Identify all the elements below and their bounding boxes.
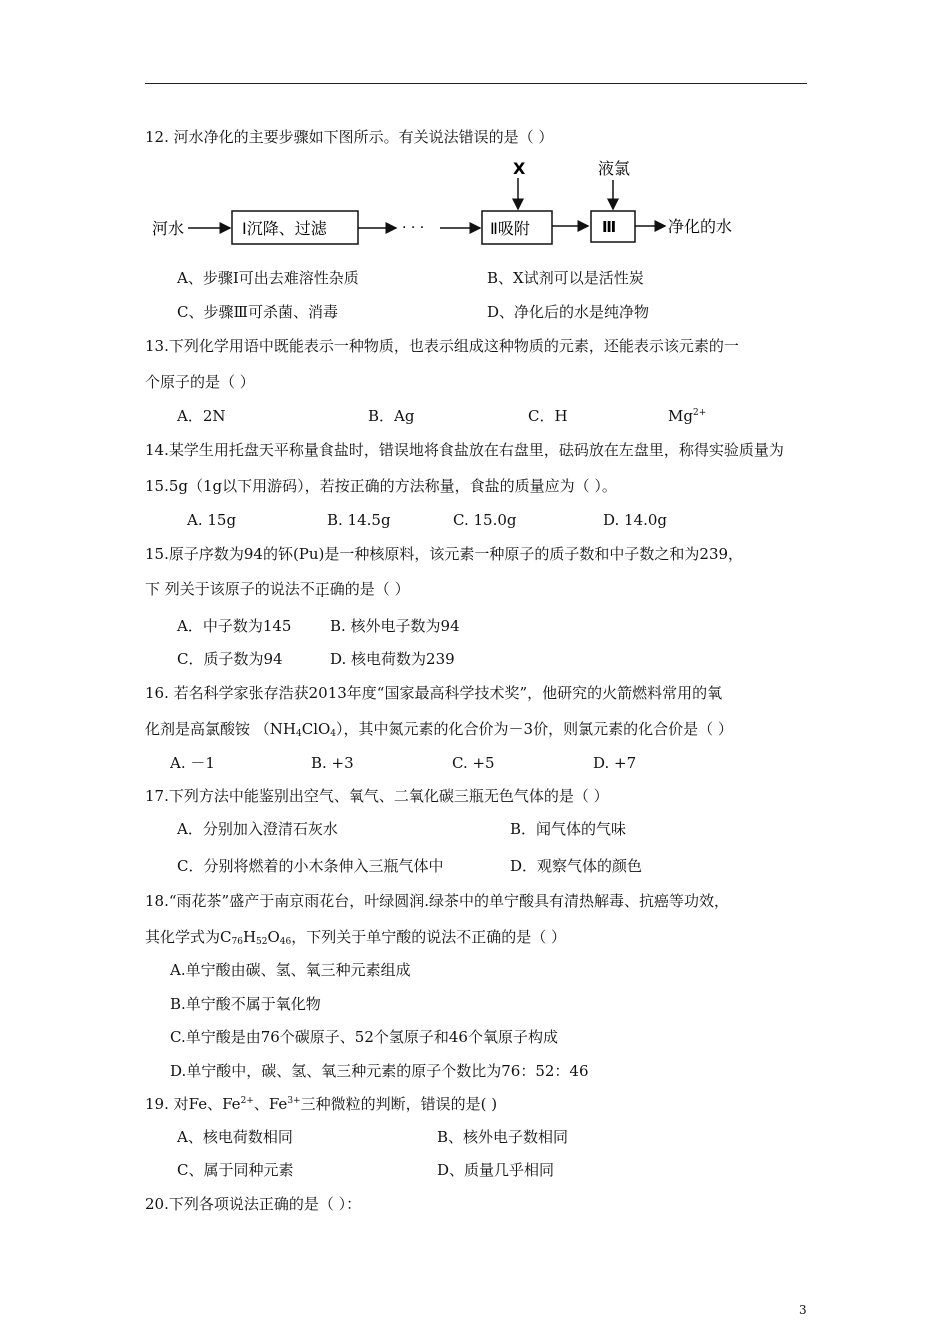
q17-option-b: B．闻气体的气味 [510, 820, 627, 838]
q17-stem: 17.下列方法中能鉴别出空气、氧气、二氧化碳三瓶无色气体的是（ ） [145, 787, 609, 805]
q19-option-c: C、属于同种元素 [177, 1161, 294, 1179]
q15-option-a: A．中子数为145 [177, 617, 292, 635]
q19-option-a: A、核电荷数相同 [177, 1128, 293, 1146]
q14-option-a: A. 15g [187, 511, 237, 529]
step3-label: Ⅲ [602, 218, 617, 236]
q14-line1: 14.某学生用托盘天平称量食盐时，错误地将食盐放在右盘里，砝码放在左盘里，称得实验质量为 [145, 441, 784, 459]
q16-line2: 化剂是高氯酸铵 $(NH_4ClO_4)$，其中氮元素的化合价为－3价，则氯元素的化合价是（ ） [145, 720, 733, 739]
q18-line2: 其化学式为$C_{76}H_{52}O_{46}$，下列关于单宁酸的说法不正确的是（ ） [145, 928, 567, 947]
reagent-x-label: X [513, 159, 526, 178]
water-purification-diagram [150, 150, 790, 250]
q15-line1: 15.原子序数为94的钚(Pu)是一种核原料，该元素一种原子的质子数和中子数之和为239， [145, 545, 744, 563]
q12-option-b: B、X试剂可以是活性炭 [487, 269, 644, 287]
q16-line1: 16. 若名科学家张存浩获2013年度“国家最高科学技术奖”，他研究的火箭燃料常用的氧 [145, 684, 723, 702]
q18-option-b: B.单宁酸不属于氧化物 [170, 995, 321, 1013]
q16-option-b: B. +3 [311, 754, 354, 772]
q13-option-b: B．Ag [368, 407, 415, 425]
q13-option-a: A．2N [177, 407, 226, 425]
q20-stem: 20.下列各项说法正确的是（ ）： [145, 1195, 362, 1213]
q12-option-d: D、净化后的水是纯净物 [487, 303, 650, 321]
reagent-cl-label: 液氯 [598, 159, 631, 178]
q15-option-b: B. 核外电子数为94 [330, 617, 460, 635]
page-number: 3 [799, 1303, 807, 1317]
q15-option-c: C．质子数为94 [177, 650, 283, 668]
q17-option-a: A．分别加入澄清石灰水 [177, 820, 338, 838]
q16-option-c: C. +5 [452, 754, 495, 772]
q13-line2: 个原子的是（ ） [145, 373, 255, 391]
q15-option-d: D. 核电荷数为239 [330, 650, 455, 668]
q17-option-c: C．分别将燃着的小木条伸入三瓶气体中 [177, 857, 444, 875]
q12-option-c: C、步骤Ⅲ可杀菌、消毒 [177, 303, 338, 321]
q14-option-c: C. 15.0g [453, 511, 517, 529]
q14-option-b: B. 14.5g [327, 511, 391, 529]
q19-option-b: B、核外电子数相同 [437, 1128, 569, 1146]
q13-option-d: $Mg^{2+}$ [668, 407, 707, 425]
header-rule [145, 83, 807, 84]
step1-label: Ⅰ沉降、过滤 [242, 219, 327, 238]
q13-line1: 13.下列化学用语中既能表示一种物质，也表示组成这种物质的元素，还能表示该元素的一 [145, 337, 739, 355]
q18-line1: 18.“雨花茶”盛产于南京雨花台，叶绿圆润.绿茶中的单宁酸具有清热解毒、抗癌等功效， [145, 892, 729, 910]
q19-option-d: D、质量几乎相同 [437, 1161, 555, 1179]
diagram-output-label: 净化的水 [668, 217, 733, 236]
q18-option-d: D.单宁酸中，碳、氢、氧三种元素的原子个数比为76：52：46 [170, 1062, 589, 1080]
step2-label: Ⅱ吸附 [490, 219, 530, 238]
q17-option-d: D．观察气体的颜色 [510, 857, 643, 875]
q12-stem: 12. 河水净化的主要步骤如下图所示。有关说法错误的是（ ） [145, 128, 554, 146]
q16-option-a: A. －1 [170, 754, 215, 772]
q15-line2: 下 列关于该原子的说法不正确的是（ ） [145, 580, 410, 598]
q14-option-d: D. 14.0g [603, 511, 668, 529]
q14-line2: 15.5g（1g以下用游码），若按正确的方法称量，食盐的质量应为（ ）。 [145, 477, 617, 495]
q16-option-d: D. +7 [593, 754, 637, 772]
diagram-input-label: 河水 [152, 219, 185, 238]
q18-option-a: A.单宁酸由碳、氢、氧三种元素组成 [170, 961, 411, 979]
q12-option-a: A、步骤Ⅰ可出去难溶性杂质 [177, 269, 359, 287]
diagram-ellipsis: · · · [402, 220, 425, 236]
q19-stem: 19. 对Fe、$Fe^{2+}$、$Fe^{3+}$三种微粒的判断，错误的是( ) [145, 1095, 498, 1113]
q13-option-c: C．H [528, 407, 568, 425]
q18-option-c: C.单宁酸是由76个碳原子、52个氢原子和46个氧原子构成 [170, 1028, 558, 1046]
